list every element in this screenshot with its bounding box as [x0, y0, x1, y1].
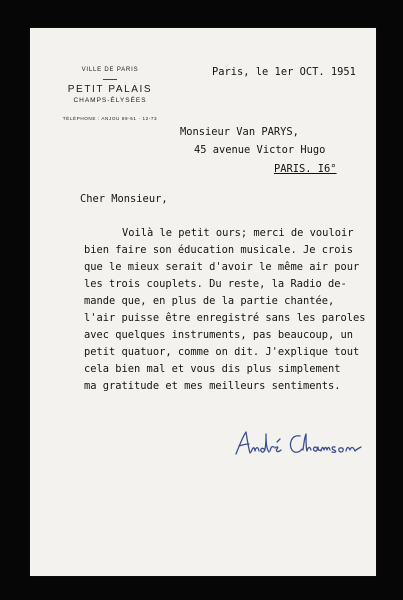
- body-line: cela bien mal et vous dis plus simplement: [84, 363, 341, 375]
- body-line: Voilà le petit ours; merci de vouloir: [122, 227, 354, 239]
- body-line: petit quatuor, comme on dit. J'explique tout: [84, 346, 360, 358]
- letterhead: [40, 66, 180, 122]
- body-line: ma gratitude et mes meilleurs sentiments.: [84, 380, 341, 392]
- body-line: que le mieux serait d'avoir le même air pour: [84, 261, 360, 273]
- handwritten-signature: [232, 426, 372, 460]
- body-line: les trois couplets. Du reste, la Radio de-: [84, 278, 347, 290]
- letterhead-rule: [103, 79, 117, 80]
- body-line: l'air puisse être enregistré sans les paroles: [84, 312, 366, 324]
- letterhead-telephone: TÉLÉPHONE : ANJOU 89-51 · 12-73: [62, 116, 158, 121]
- body-line: mande que, en plus de la partie chantée,: [84, 295, 335, 307]
- recipient-name: Monsieur Van PARYS,: [180, 126, 299, 138]
- recipient-city: PARIS. I6°: [274, 163, 337, 175]
- letter-date: Paris, le 1er OCT. 1951: [212, 66, 356, 78]
- letter-body: [84, 225, 366, 395]
- letterhead-city: VILLE DE PARIS: [81, 67, 139, 73]
- signature-strokes: [236, 432, 361, 454]
- recipient-street: 45 avenue Victor Hugo: [194, 144, 326, 156]
- letter-paper: [30, 28, 376, 576]
- letterhead-institution: PETIT PALAIS: [67, 84, 153, 95]
- body-line: bien faire son éducation musicale. Je crois: [84, 244, 353, 256]
- salutation: Cher Monsieur,: [80, 193, 168, 205]
- body-line: avec quelques instruments, pas beaucoup, un: [84, 329, 353, 341]
- letterhead-address: CHAMPS-ÉLYSÉES: [73, 97, 147, 104]
